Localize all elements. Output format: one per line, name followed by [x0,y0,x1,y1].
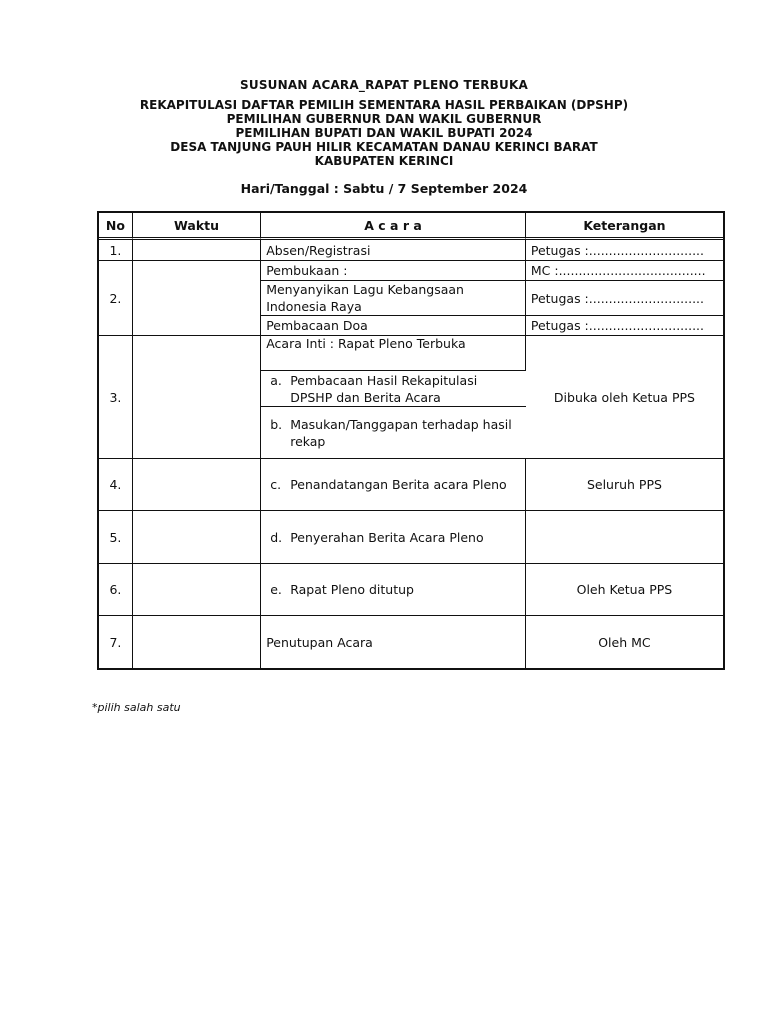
keterangan-cell: Petugas :............................. [526,316,723,336]
waktu-cell [133,261,261,336]
row-number: 1. [99,240,133,261]
keterangan-cell: Dibuka oleh Ketua PPS [526,336,723,459]
subtitle-line: DESA TANJUNG PAUH HILIR KECAMATAN DANAU KERINCI BARAT [170,140,598,154]
list-marker: b. [270,416,283,432]
acara-cell: Absen/Registrasi [261,240,526,261]
acara-cell: Menyanyikan Lagu Kebangsaan Indonesia Raya [261,281,526,316]
date-line: Hari/Tanggal : Sabtu / 7 September 2024 [240,181,528,196]
row-number: 2. [99,261,133,336]
waktu-cell [133,616,261,668]
table-row [99,511,723,564]
waktu-cell [133,240,261,261]
row-number: 7. [99,616,133,668]
header-keterangan: Keterangan [526,213,723,240]
waktu-cell [133,459,261,511]
table-row [99,240,723,261]
agenda-table [97,211,725,670]
acara-cell [261,407,526,459]
footnote: *pilih salah satu [92,701,181,714]
waktu-cell [133,336,261,459]
keterangan-cell: Seluruh PPS [526,459,723,511]
waktu-cell [133,564,261,616]
table-row [99,336,723,371]
row-number: 6. [99,564,133,616]
subtitle-block [0,98,768,168]
table-row [99,616,723,668]
list-marker: c. [270,477,282,492]
list-marker: e. [270,582,282,597]
keterangan-cell: Petugas :............................. [526,240,723,261]
header-acara: A c a r a [261,213,526,240]
keterangan-cell: MC :..................................... [526,261,723,281]
acara-text: Masukan/Tanggapan terhadap hasil rekap [290,416,512,449]
acara-cell [261,511,526,564]
table-row [99,261,723,281]
row-number: 5. [99,511,133,564]
keterangan-cell: Petugas :............................. [526,281,723,316]
acara-text: Penyerahan Berita Acara Pleno [290,529,484,545]
acara-cell: Acara Inti : Rapat Pleno Terbuka [261,336,526,371]
list-marker: d. [270,529,283,545]
document-title: SUSUNAN ACARA_RAPAT PLENO TERBUKA [240,78,528,92]
keterangan-cell: Oleh Ketua PPS [526,564,723,616]
table-row [99,459,723,511]
acara-text: Pembacaan Hasil Rekapitulasi DPSHP dan Berita Acara [290,372,478,405]
acara-cell [261,564,526,616]
table-row [99,564,723,616]
acara-text: Rapat Pleno ditutup [290,582,414,597]
subtitle-line: KABUPATEN KERINCI [314,154,454,168]
acara-text: Penandatangan Berita acara Pleno [290,477,507,492]
header-no: No [99,213,133,240]
acara-cell: Penutupan Acara [261,616,526,668]
keterangan-cell: Oleh MC [598,634,651,650]
subtitle-line: PEMILIHAN GUBERNUR DAN WAKIL GUBERNUR [226,112,542,126]
waktu-cell [133,511,261,564]
subtitle-line: PEMILIHAN BUPATI DAN WAKIL BUPATI 2024 [235,126,533,140]
row-number: 4. [99,459,133,511]
acara-cell: Pembukaan : [261,261,526,281]
header-waktu: Waktu [133,213,261,240]
acara-cell [261,371,526,407]
subtitle-line: REKAPITULASI DAFTAR PEMILIH SEMENTARA HASIL PERBAIKAN (DPSHP) [139,98,629,112]
row-number: 3. [99,336,133,459]
keterangan-cell [526,511,723,564]
table-header-row [99,213,723,240]
acara-cell [261,459,526,511]
acara-cell: Pembacaan Doa [261,316,526,336]
list-marker: a. [270,372,282,388]
